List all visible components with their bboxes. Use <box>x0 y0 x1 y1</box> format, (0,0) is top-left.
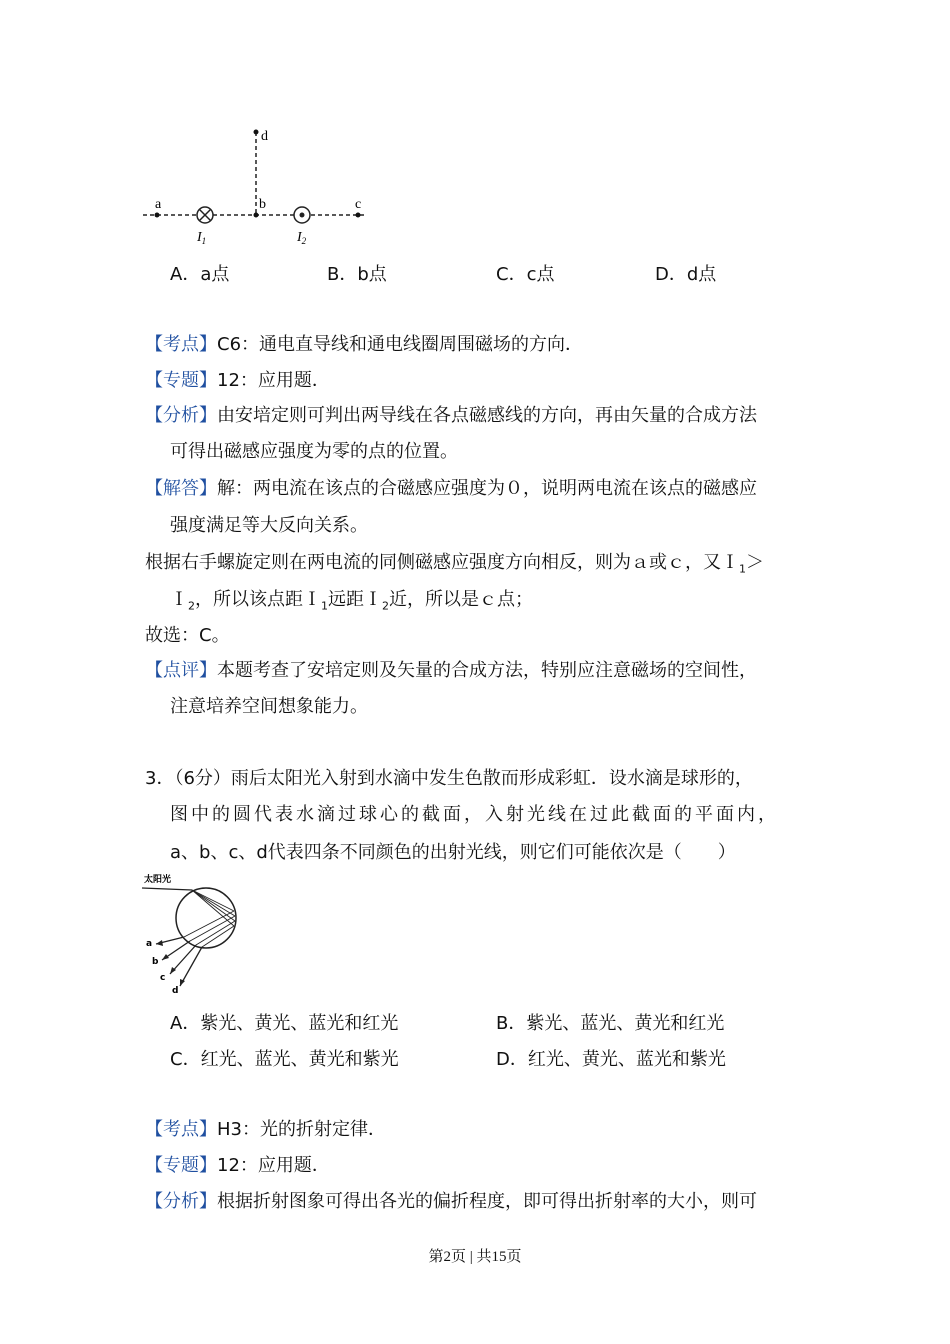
q2-option-c: C．c点 <box>496 264 555 285</box>
q2-zhuanti: 【专题】12：应用题． <box>145 370 330 391</box>
label-b: b <box>259 197 266 212</box>
q3-stem-line1: 3．（6分）雨后太阳光入射到水滴中发生色散而形成彩虹．设水滴是球形的， <box>145 768 753 789</box>
label-a: a <box>155 197 162 212</box>
point-b <box>254 213 259 218</box>
label-c: c <box>355 197 362 212</box>
point-a <box>155 213 160 218</box>
ray-label-c: c <box>160 973 166 983</box>
q2-dianping: 【点评】本题考查了安培定则及矢量的合成方法，特别应注意磁场的空间性， <box>145 660 757 681</box>
q2-jieda-cont: 强度满足等大反向关系。 <box>170 515 368 536</box>
q3-stem-line3: a、b、c、d代表四条不同颜色的出射光线，则它们可能依次是（ ） <box>170 842 736 863</box>
q3-fenxi: 【分析】根据折射图象可得出各光的偏折程度，即可得出折射率的大小，则可 <box>145 1191 757 1212</box>
q2-body-line1: 根据右手螺旋定则在两电流的同侧磁感应强度方向相反，则为ａ或ｃ，又Ｉ$_1$＞ <box>145 552 764 576</box>
q2-fenxi: 【分析】由安培定则可判出两导线在各点磁感线的方向，再由矢量的合成方法 <box>145 405 757 426</box>
q2-answer: 故选：C。 <box>145 625 230 646</box>
q2-dianping-cont: 注意培养空间想象能力。 <box>170 696 368 717</box>
q2-body-line2: Ｉ$_2$，所以该点距Ｉ$_1$远距Ｉ$_2$近，所以是ｃ点； <box>170 589 533 613</box>
q3-option-a: A．紫光、黄光、蓝光和红光 <box>170 1013 399 1034</box>
q2-fenxi-cont: 可得出磁感应强度为零的点的位置。 <box>170 441 458 462</box>
label-d: d <box>261 129 268 144</box>
q2-option-a: A．a点 <box>170 264 230 285</box>
ray-label-a: a <box>146 939 153 949</box>
point-d <box>254 130 259 135</box>
ray-label-b: b <box>152 957 159 967</box>
water-drop-figure <box>140 868 250 998</box>
q2-kaodian: 【考点】C6：通电直导线和通电线圈周围磁场的方向． <box>145 334 584 355</box>
q3-zhuanti: 【专题】12：应用题． <box>145 1155 330 1176</box>
q3-option-b: B．紫光、蓝光、黄光和红光 <box>496 1013 725 1034</box>
q3-option-c: C．红光、蓝光、黄光和紫光 <box>170 1049 399 1070</box>
label-i2: $I_2$ <box>297 230 307 246</box>
q2-option-b: B．b点 <box>327 264 387 285</box>
wire-i2-out-of-page-icon <box>294 207 310 223</box>
q2-jieda: 【解答】解：两电流在该点的合磁感应强度为０，说明两电流在该点的磁感应 <box>145 478 757 499</box>
ray-label-d: d <box>172 986 179 996</box>
magnetic-field-figure <box>140 120 380 250</box>
label-i1: $I_1$ <box>197 230 207 246</box>
point-c <box>356 213 361 218</box>
wire-i1-into-page-icon <box>197 207 213 223</box>
q3-option-d: D．红光、黄光、蓝光和紫光 <box>496 1049 726 1070</box>
sunlight-label: 太阳光 <box>144 875 172 885</box>
q3-stem-line2: 图中的圆代表水滴过球心的截面，入射光线在过此截面的平面内， <box>170 804 779 825</box>
page-footer: 第2页 | 共15页 <box>428 1249 522 1265</box>
q2-option-d: D．d点 <box>655 264 717 285</box>
ray-d <box>180 947 202 986</box>
q3-kaodian: 【考点】H3：光的折射定律． <box>145 1119 386 1140</box>
